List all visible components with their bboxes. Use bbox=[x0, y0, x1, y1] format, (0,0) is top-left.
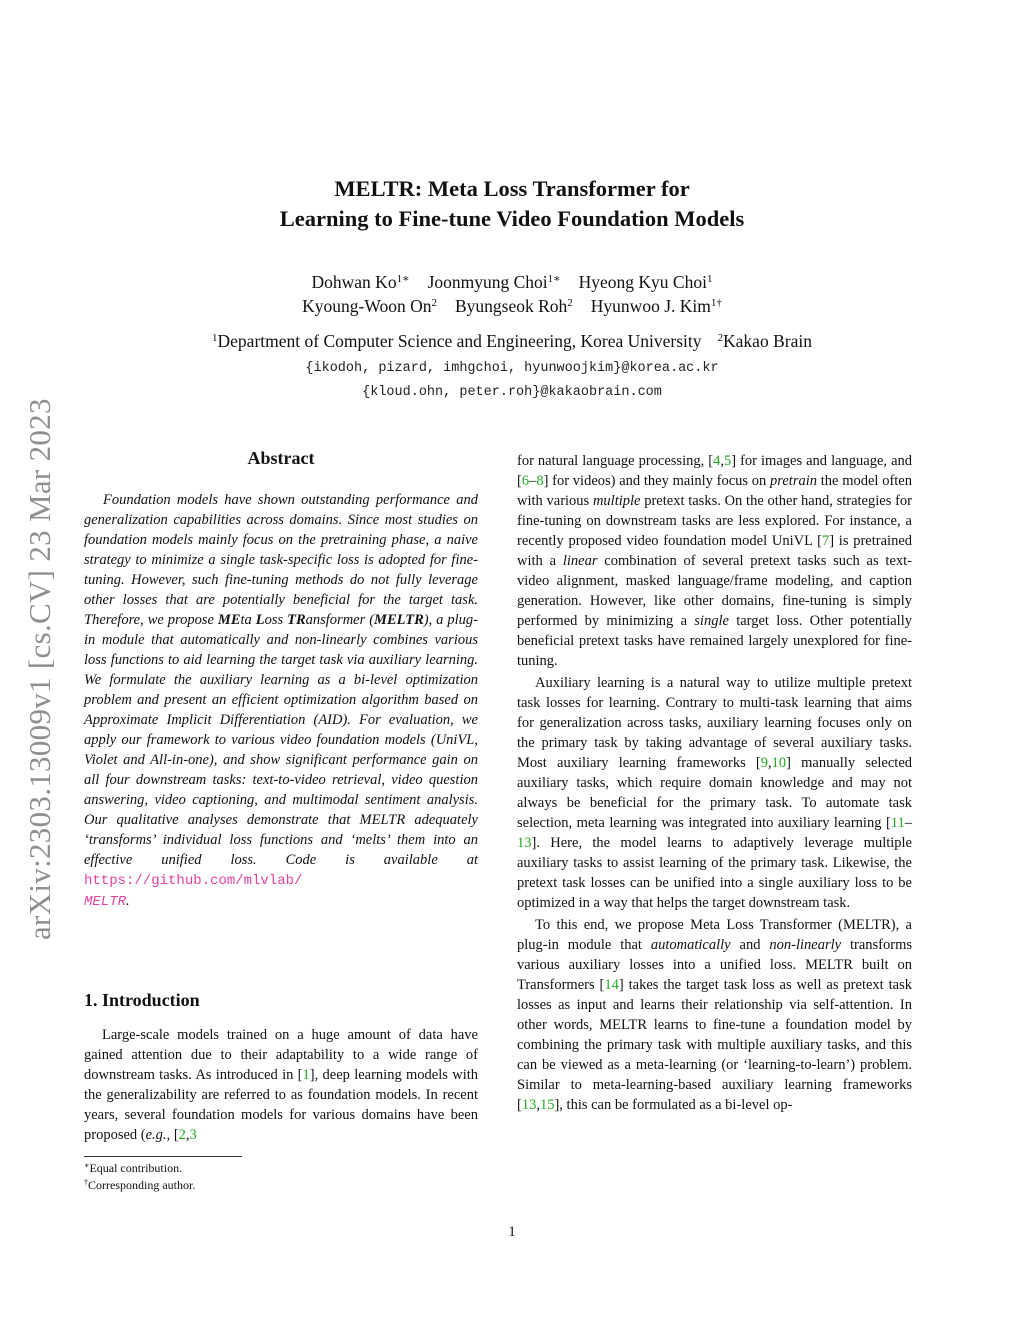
footnote-rule bbox=[84, 1156, 242, 1157]
body-text: transforms various auxiliary losses into a unified loss. MELTR built on Transformers [ bbox=[517, 937, 913, 993]
body-text-italic: e.g. bbox=[145, 1127, 167, 1143]
acronym: MELTR bbox=[374, 612, 424, 628]
footnote-mark: ∗ bbox=[84, 1161, 90, 1170]
citation-link[interactable]: 2 bbox=[178, 1127, 186, 1143]
intro-body-left bbox=[84, 1025, 478, 1145]
author-name: Hyunwoo J. Kim bbox=[590, 296, 711, 316]
body-text-italic: multiple bbox=[592, 493, 641, 509]
abstract-text: . bbox=[126, 893, 130, 909]
author-affil-mark: 1† bbox=[710, 297, 722, 309]
body-text: ], deep learning models with the generalizability are referred to as foundation models. In recent years, several foundation models for various domains have been proposed ( bbox=[84, 1067, 478, 1143]
abstract-text: ansformer ( bbox=[305, 612, 375, 628]
email-line-2: {kloud.ohn, peter.roh}@kakaobrain.com bbox=[362, 385, 662, 400]
author-name: Byungseok Roh bbox=[454, 296, 568, 316]
footnotes bbox=[84, 1160, 195, 1194]
abstract-text: ta bbox=[240, 612, 256, 628]
body-text: – bbox=[904, 815, 912, 831]
body-text-italic: non-linearly bbox=[769, 937, 842, 953]
body-text: and bbox=[730, 937, 770, 953]
author-affil-mark: 2 bbox=[431, 297, 437, 309]
body-text: target loss. Other potentially beneficial pretext tasks have remained largely unexplored for fine-tuning. bbox=[517, 613, 912, 669]
affil-mark: 1 bbox=[212, 332, 218, 344]
citation-link[interactable]: 13 bbox=[517, 835, 532, 851]
abstract-text: ), a plug-in module that automatically and non-linearly combines various loss functions to aid learning the target task via auxiliary learning. We formulate the auxiliary learning as a bi-level optimization problem and present an efficient optimization algorithm based on Approximate Implicit Differentiation (AID). For evaluation, we apply our framework to various video foundation models (UniVL, Violet and All-in-one), and show significant performance gain on all four downstream tasks: text-to-video retrieval, video question answering, video captioning, and multimodal sentiment analysis. Our qualitative analyses demonstrate that MELTR adequately ‘transforms’ individual loss functions and ‘melts’ them into an effective unified loss. Code is available at bbox=[84, 612, 478, 868]
acronym-letter: ME bbox=[217, 612, 241, 628]
body-text: ] takes the target task loss as well as pretext task losses as input and learns their relationship via self-attention. In other words, MELTR learns to fine-tune a foundation model by combining the primary task with multiple auxiliary tasks, and this can be viewed as a meta-learning (or ‘learning-to-learn’) problem. Similar to meta-learning-based auxiliary learning frameworks [ bbox=[517, 977, 912, 1113]
citation-link[interactable]: 3 bbox=[189, 1127, 197, 1143]
body-text: – bbox=[529, 473, 537, 489]
author-name: Dohwan Ko bbox=[311, 272, 397, 292]
body-text-italic: single bbox=[694, 613, 729, 629]
code-link[interactable]: https://github.com/mlvlab/ bbox=[84, 873, 303, 889]
footnote-2 bbox=[84, 1177, 195, 1194]
author-affil-mark: 2 bbox=[567, 297, 573, 309]
intro-paragraph-continued: for natural language processing, [4,5] for images and language, and [6–8] for videos) and they mainly focus on pretrain the model often with various multiple pretext tasks. On the other hand, strategies for fine-tuning on downstream tasks are less explored. For instance, a recently proposed video foundation model UniVL [7] is pretrained with a linear combination of several pretext tasks such as text-video alignment, masked language/frame modeling, and caption generation. However, like other domains, fine-tuning is simply performed by minimizing a single target loss. Other potentially beneficial pretext tasks have remained largely unexplored for fine-tuning. bbox=[517, 453, 913, 669]
author-line-2 bbox=[0, 294, 1024, 318]
intro-paragraph: Large-scale models trained on a huge amount of data have gained attention due to their adaptability to a wide range of downstream tasks. As introduced in [1], deep learning models with the generalizability are referred to as foundation models. In recent years, several foundation models for various domains have been proposed (e.g., [2,3 bbox=[84, 1027, 478, 1143]
footnote-text: Equal contribution. bbox=[89, 1161, 183, 1175]
body-text-italic: linear bbox=[562, 553, 598, 569]
author-affil-mark: 1∗ bbox=[547, 273, 561, 285]
body-text: To this end, we propose Meta Loss Transformer (MELTR), a plug-in module that bbox=[517, 917, 912, 953]
citation-link[interactable]: 11 bbox=[890, 815, 905, 831]
acronym-letter: L bbox=[255, 612, 265, 628]
footnote-text: Corresponding author. bbox=[88, 1178, 196, 1192]
body-text: for natural language processing, [ bbox=[517, 453, 714, 469]
arxiv-id: arXiv:2303.13009v1 [cs.CV] 23 Mar 2023 bbox=[22, 398, 57, 940]
body-text: , [ bbox=[166, 1127, 179, 1143]
author-name: Hyeong Kyu Choi bbox=[578, 272, 707, 292]
author-affil-mark: 1 bbox=[706, 273, 713, 285]
body-text: ], this can be formulated as a bi-level op- bbox=[554, 1097, 793, 1113]
citation-link[interactable]: 15 bbox=[539, 1097, 555, 1113]
paper-title bbox=[0, 174, 1024, 234]
email-line-1: {ikodoh, pizard, imhgchoi, hyunwoojkim}@korea.ac.kr bbox=[305, 361, 719, 376]
affiliation-2: Kakao Brain bbox=[723, 331, 812, 351]
title-line-2: Learning to Fine-tune Video Foundation Models bbox=[279, 206, 745, 231]
abstract-body bbox=[84, 490, 478, 912]
body-text-italic: automatically bbox=[650, 937, 731, 953]
abstract-text: oss bbox=[264, 612, 288, 628]
abstract-paragraph bbox=[84, 490, 478, 912]
intro-paragraph: Auxiliary learning is a natural way to utilize multiple pretext task losses for learning. Contrary to multi-task learning that aims for generalization across tasks, auxiliary learning focuses only on the primary task by taking advantage of several auxiliary tasks. Most auxiliary learning frameworks [9,10] manually selected auxiliary tasks, which require domain knowledge and may not always be beneficial for the primary task. To automate task selection, meta learning was integrated into auxiliary learning [11–13]. Here, the model learns to adaptively leverage multiple auxiliary tasks to assist learning of the primary task. Likewise, the pretext task losses can be unified into a single auxiliary loss to be optimized in a way that helps the target downstream task. bbox=[517, 675, 913, 911]
body-text: ] manually selected auxiliary tasks, which require domain knowledge and may not always be beneficial for the primary task. To automate task selection, meta learning was integrated into auxiliary learning [ bbox=[517, 755, 913, 831]
body-text: ]. Here, the model learns to adaptively leverage multiple auxiliary tasks to assist learning of the primary task. Likewise, the pretext task losses can be unified into a single auxiliary loss to be optimized in a way that helps the target downstream task. bbox=[517, 835, 912, 911]
body-text: ] for images and language, and [ bbox=[517, 453, 913, 489]
author-list bbox=[0, 270, 1024, 318]
arxiv-stamp bbox=[22, 350, 58, 940]
citation-link[interactable]: 5 bbox=[723, 453, 732, 469]
code-link-continued[interactable]: MELTR bbox=[84, 894, 127, 910]
intro-body-right bbox=[517, 451, 912, 1115]
citation-link[interactable]: 6 bbox=[521, 473, 530, 489]
section-heading-introduction: 1. Introduction bbox=[84, 990, 200, 1010]
citation-link[interactable]: 10 bbox=[771, 755, 787, 771]
citation-link[interactable]: 1 bbox=[302, 1067, 310, 1083]
footnote-mark: † bbox=[84, 1178, 88, 1187]
acronym-letter: TR bbox=[287, 612, 306, 628]
affiliation-1: Department of Computer Science and Engineering, Korea University bbox=[217, 331, 702, 351]
footnote-1 bbox=[84, 1160, 195, 1177]
author-affil-mark: 1∗ bbox=[396, 273, 410, 285]
body-text: Large-scale models trained on a huge amount of data have gained attention due to their adaptability to a wide range of downstream tasks. As introduced in [ bbox=[84, 1027, 478, 1083]
intro-paragraph: To this end, we propose Meta Loss Transformer (MELTR), a plug-in module that automatically and non-linearly transforms various auxiliary losses into a unified loss. MELTR built on Transformers [14] takes the target task loss as well as pretext task losses as input and learns their relationship via self-attention. In other words, MELTR learns to fine-tune a foundation model by combining the primary task with multiple auxiliary tasks, and this can be viewed as a meta-learning (or ‘learning-to-learn’) problem. Similar to meta-learning-based auxiliary learning frameworks [13,15], this can be formulated as a bi-level op- bbox=[517, 917, 913, 1113]
affil-mark: 2 bbox=[717, 332, 724, 344]
citation-link[interactable]: 9 bbox=[760, 755, 768, 771]
author-name: Joonmyung Choi bbox=[427, 272, 548, 292]
body-text: Auxiliary learning is a natural way to utilize multiple pretext task losses for learning. Contrary to multi-task learning that aims for generalization across tasks, auxiliary learning focuses only on the primary task by taking advantage of several auxiliary tasks. Most auxiliary learning frameworks [ bbox=[517, 675, 912, 771]
page-number: 1 bbox=[508, 1224, 516, 1240]
body-text: the model often with various bbox=[517, 473, 912, 509]
author-name: Kyoung-Woon On bbox=[302, 296, 432, 316]
citation-link[interactable]: 8 bbox=[536, 473, 544, 489]
abstract-text: Foundation models have shown outstanding performance and generalization capabilities across domains. Since most studies on foundation models mainly focus on the pretraining phase, a naive strategy to minimize a single task-specific loss is adopted for fine-tuning. However, such fine-tuning methods do not fully leverage other losses that are potentially beneficial for the target task. Therefore, we propose bbox=[84, 492, 478, 628]
author-line-1 bbox=[0, 270, 1024, 294]
body-text: ] for videos) and they mainly focus on bbox=[543, 473, 771, 489]
body-text: ] is pretrained with a bbox=[517, 533, 912, 569]
abstract-heading: Abstract bbox=[247, 448, 315, 468]
citation-link[interactable]: 7 bbox=[821, 533, 830, 549]
citation-link[interactable]: 4 bbox=[713, 453, 721, 469]
body-text: combination of several pretext tasks such as text-video alignment, masked language/frame modeling, and caption generation. However, like other domains, fine-tuning is simply performed by minimizing a bbox=[517, 553, 913, 629]
citation-link[interactable]: 14 bbox=[604, 977, 619, 993]
title-line-1: MELTR: Meta Loss Transformer for bbox=[334, 176, 690, 201]
body-text: pretext tasks. On the other hand, strategies for fine-tuning on downstream tasks are less explored. For instance, a recently proposed video foundation model UniVL [ bbox=[517, 493, 912, 549]
citation-link[interactable]: 13 bbox=[521, 1097, 537, 1113]
body-text-italic: pretrain bbox=[770, 473, 818, 489]
affiliations bbox=[0, 331, 1024, 352]
